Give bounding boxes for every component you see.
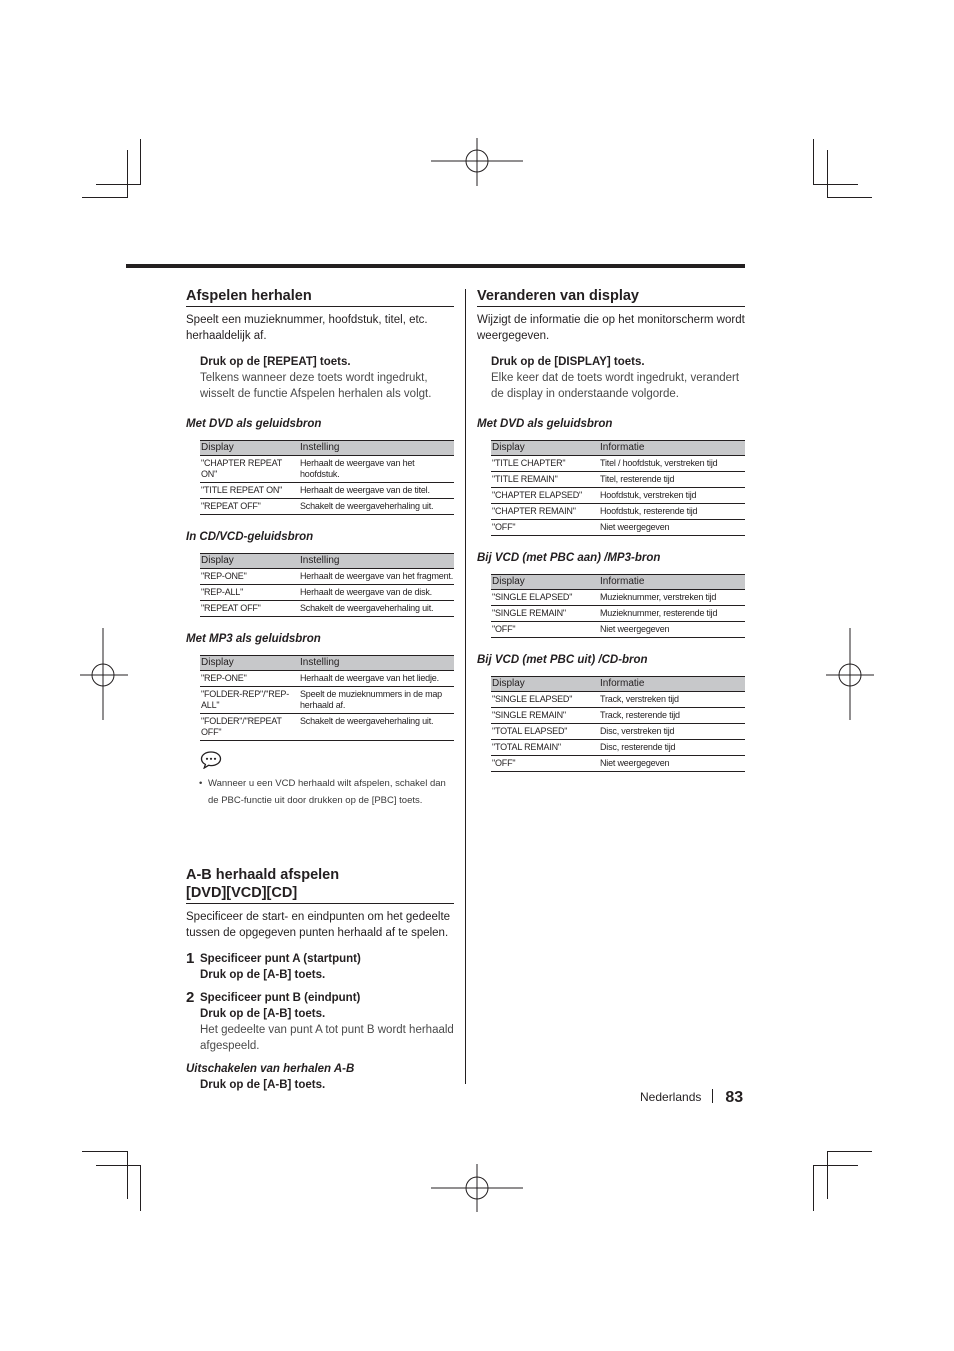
table-row xyxy=(200,569,454,585)
note-bullet: • xyxy=(199,778,203,789)
table-row xyxy=(491,606,745,622)
table-cell: "SINGLE ELAPSED" xyxy=(491,590,599,606)
table-cell: "REP-ALL" xyxy=(200,585,299,601)
table-cell: "CHAPTER ELAPSED" xyxy=(491,488,599,504)
table-row xyxy=(491,692,745,708)
table-cell: "REP-ONE" xyxy=(200,671,299,687)
crop-mark xyxy=(96,1165,141,1166)
table-cell: Titel, resterende tijd xyxy=(599,472,745,488)
table-cell: Herhaalt de weergave van het hoofdstuk. xyxy=(299,456,454,483)
crop-mark xyxy=(96,184,141,185)
repeat-table-dvd xyxy=(200,440,454,515)
note-body: Wanneer u een VCD herhaald wilt afspelen, schakel dan de PBC-functie uit door drukken op de [PBC] toets. xyxy=(208,778,446,806)
page-number: 83 xyxy=(725,1089,744,1106)
table-cell: Herhaalt de weergave van de titel. xyxy=(299,483,454,499)
table-header: Display xyxy=(491,677,599,692)
column-divider xyxy=(465,289,466,1084)
table-row xyxy=(200,585,454,601)
table-row xyxy=(200,601,454,617)
registration-mark-bottom xyxy=(431,1164,523,1212)
table-row xyxy=(200,499,454,515)
table-cell: Disc, resterende tijd xyxy=(599,740,745,756)
page-top-rule xyxy=(126,264,745,268)
table-row xyxy=(200,671,454,687)
table-row xyxy=(491,504,745,520)
section-title-repeat: Afspelen herhalen xyxy=(186,287,454,307)
table-row xyxy=(491,724,745,740)
table-cell: Schakelt de weergaveherhaling uit. xyxy=(299,601,454,617)
table-caption: Bij VCD (met PBC aan) /MP3-bron xyxy=(477,552,661,564)
table-cell: Niet weergegeven xyxy=(599,756,745,772)
step-title: Specificeer punt B (eindpunt) xyxy=(200,992,361,1004)
table-header: Display xyxy=(200,441,299,456)
crop-mark xyxy=(813,1165,858,1166)
table-cell: "SINGLE REMAIN" xyxy=(491,606,599,622)
crop-mark xyxy=(827,1151,828,1199)
table-header: Informatie xyxy=(599,677,745,692)
speech-balloon-note-icon xyxy=(200,751,222,769)
table-cell: Track, resterende tijd xyxy=(599,708,745,724)
crop-mark xyxy=(82,197,128,198)
table-cell: Disc, verstreken tijd xyxy=(599,724,745,740)
left-column xyxy=(186,287,454,1093)
table-header: Instelling xyxy=(299,441,454,456)
table-row xyxy=(491,456,745,472)
footer-language: Nederlands xyxy=(640,1090,702,1104)
right-column xyxy=(477,287,745,772)
table-row xyxy=(491,590,745,606)
table-row xyxy=(200,483,454,499)
step-action: Druk op de [A-B] toets. xyxy=(200,1008,326,1020)
display-intro: Wijzigt de informatie die op het monitorscherm wordt weergegeven. xyxy=(477,314,745,342)
registration-mark-top xyxy=(431,138,523,186)
section-title-line: [DVD][VCD][CD] xyxy=(186,885,298,901)
table-header: Informatie xyxy=(599,441,745,456)
table-cell: "OFF" xyxy=(491,622,599,638)
table-row xyxy=(491,708,745,724)
step-1 xyxy=(186,951,454,983)
repeat-table-cd-vcd xyxy=(200,553,454,617)
table-cell: "TITLE REMAIN" xyxy=(491,472,599,488)
table-header: Display xyxy=(491,575,599,590)
table-cell: Herhaalt de weergave van de disk. xyxy=(299,585,454,601)
table-cell: Track, verstreken tijd xyxy=(599,692,745,708)
ab-intro: Specificeer de start- en eindpunten om het gedeelte tussen de opgegeven punten herhaald af te spelen. xyxy=(186,911,451,939)
registration-mark-left xyxy=(80,628,128,720)
cancel-caption: Uitschakelen van herhalen A-B xyxy=(186,1063,355,1075)
table-cell: Hoofdstuk, resterende tijd xyxy=(599,504,745,520)
table-caption: In CD/VCD-geluidsbron xyxy=(186,531,314,543)
table-cell: "SINGLE ELAPSED" xyxy=(491,692,599,708)
table-row xyxy=(491,740,745,756)
table-cell: Niet weergegeven xyxy=(599,622,745,638)
table-row xyxy=(491,520,745,536)
table-cell: "TITLE CHAPTER" xyxy=(491,456,599,472)
table-cell: "REPEAT OFF" xyxy=(200,499,299,515)
table-cell: "TOTAL REMAIN" xyxy=(491,740,599,756)
repeat-intro: Speelt een muzieknummer, hoofdstuk, titel, etc. herhaaldelijk af. xyxy=(186,314,428,342)
table-cell: "CHAPTER REPEAT ON" xyxy=(200,456,299,483)
table-row xyxy=(491,472,745,488)
table-cell: Speelt de muzieknummers in de map herhaald af. xyxy=(299,687,454,714)
table-cell: "SINGLE REMAIN" xyxy=(491,708,599,724)
section-title-display: Veranderen van display xyxy=(477,287,745,307)
crop-mark xyxy=(827,150,828,198)
table-row xyxy=(491,756,745,772)
table-row xyxy=(200,714,454,741)
crop-mark xyxy=(827,1151,872,1152)
section-title-ab-repeat xyxy=(186,866,454,904)
crop-mark xyxy=(127,150,128,198)
display-step-desc: Elke keer dat de toets wordt ingedrukt, verandert de display in onderstaande volgorde. xyxy=(491,372,740,400)
crop-mark xyxy=(813,1165,814,1211)
step-number: 1 xyxy=(186,950,195,967)
table-cell: "TOTAL ELAPSED" xyxy=(491,724,599,740)
registration-mark-right xyxy=(826,628,874,720)
table-header: Display xyxy=(200,656,299,671)
page-footer xyxy=(640,1089,743,1106)
table-cell: "OFF" xyxy=(491,756,599,772)
table-caption: Met DVD als geluidsbron xyxy=(477,418,613,430)
display-table-dvd xyxy=(491,440,745,536)
table-cell: Titel / hoofdstuk, verstreken tijd xyxy=(599,456,745,472)
step-title: Specificeer punt A (startpunt) xyxy=(200,953,361,965)
display-step-title: Druk op de [DISPLAY] toets. xyxy=(491,356,645,368)
crop-mark xyxy=(140,139,141,185)
table-cell: "OFF" xyxy=(491,520,599,536)
table-cell: Hoofdstuk, verstreken tijd xyxy=(599,488,745,504)
crop-mark xyxy=(827,197,872,198)
crop-mark xyxy=(127,1151,128,1199)
display-table-vcd-pbc-on xyxy=(491,574,745,638)
step-number: 2 xyxy=(186,989,195,1006)
table-header: Display xyxy=(491,441,599,456)
step-action: Druk op de [A-B] toets. xyxy=(200,969,326,981)
repeat-step-desc: Telkens wanneer deze toets wordt ingedrukt, wisselt de functie Afspelen herhalen als volgt. xyxy=(200,372,432,400)
table-cell: Schakelt de weergaveherhaling uit. xyxy=(299,714,454,741)
table-header: Display xyxy=(200,554,299,569)
table-cell: Herhaalt de weergave van het liedje. xyxy=(299,671,454,687)
table-row xyxy=(200,456,454,483)
note-text xyxy=(199,776,454,809)
table-cell: Muzieknummer, verstreken tijd xyxy=(599,590,745,606)
crop-mark xyxy=(813,184,858,185)
table-row xyxy=(491,622,745,638)
step-2 xyxy=(186,990,454,1054)
table-cell: "TITLE REPEAT ON" xyxy=(200,483,299,499)
table-cell: "REP-ONE" xyxy=(200,569,299,585)
table-cell: "FOLDER"/"REPEAT OFF" xyxy=(200,714,299,741)
crop-mark xyxy=(813,139,814,185)
table-cell: "REPEAT OFF" xyxy=(200,601,299,617)
table-row xyxy=(200,687,454,714)
table-cell: Muzieknummer, resterende tijd xyxy=(599,606,745,622)
crop-mark xyxy=(82,1151,128,1152)
repeat-table-mp3 xyxy=(200,655,454,741)
step-desc: Het gedeelte van punt A tot punt B wordt herhaald afgespeeld. xyxy=(200,1024,454,1052)
table-caption: Met MP3 als geluidsbron xyxy=(186,633,321,645)
display-table-vcd-pbc-off xyxy=(491,676,745,772)
table-header: Instelling xyxy=(299,656,454,671)
table-cell: Schakelt de weergaveherhaling uit. xyxy=(299,499,454,515)
table-header: Instelling xyxy=(299,554,454,569)
repeat-step-title: Druk op de [REPEAT] toets. xyxy=(200,356,351,368)
table-caption: Bij VCD (met PBC uit) /CD-bron xyxy=(477,654,648,666)
section-title-line: A-B herhaald afspelen xyxy=(186,867,340,883)
table-header: Informatie xyxy=(599,575,745,590)
table-cell: "CHAPTER REMAIN" xyxy=(491,504,599,520)
table-cell: Niet weergegeven xyxy=(599,520,745,536)
cancel-action: Druk op de [A-B] toets. xyxy=(200,1079,326,1091)
table-cell: Herhaalt de weergave van het fragment. xyxy=(299,569,454,585)
table-cell: "FOLDER-REP"/"REP-ALL" xyxy=(200,687,299,714)
footer-separator xyxy=(712,1089,713,1103)
crop-mark xyxy=(140,1165,141,1211)
table-caption: Met DVD als geluidsbron xyxy=(186,418,322,430)
table-row xyxy=(491,488,745,504)
